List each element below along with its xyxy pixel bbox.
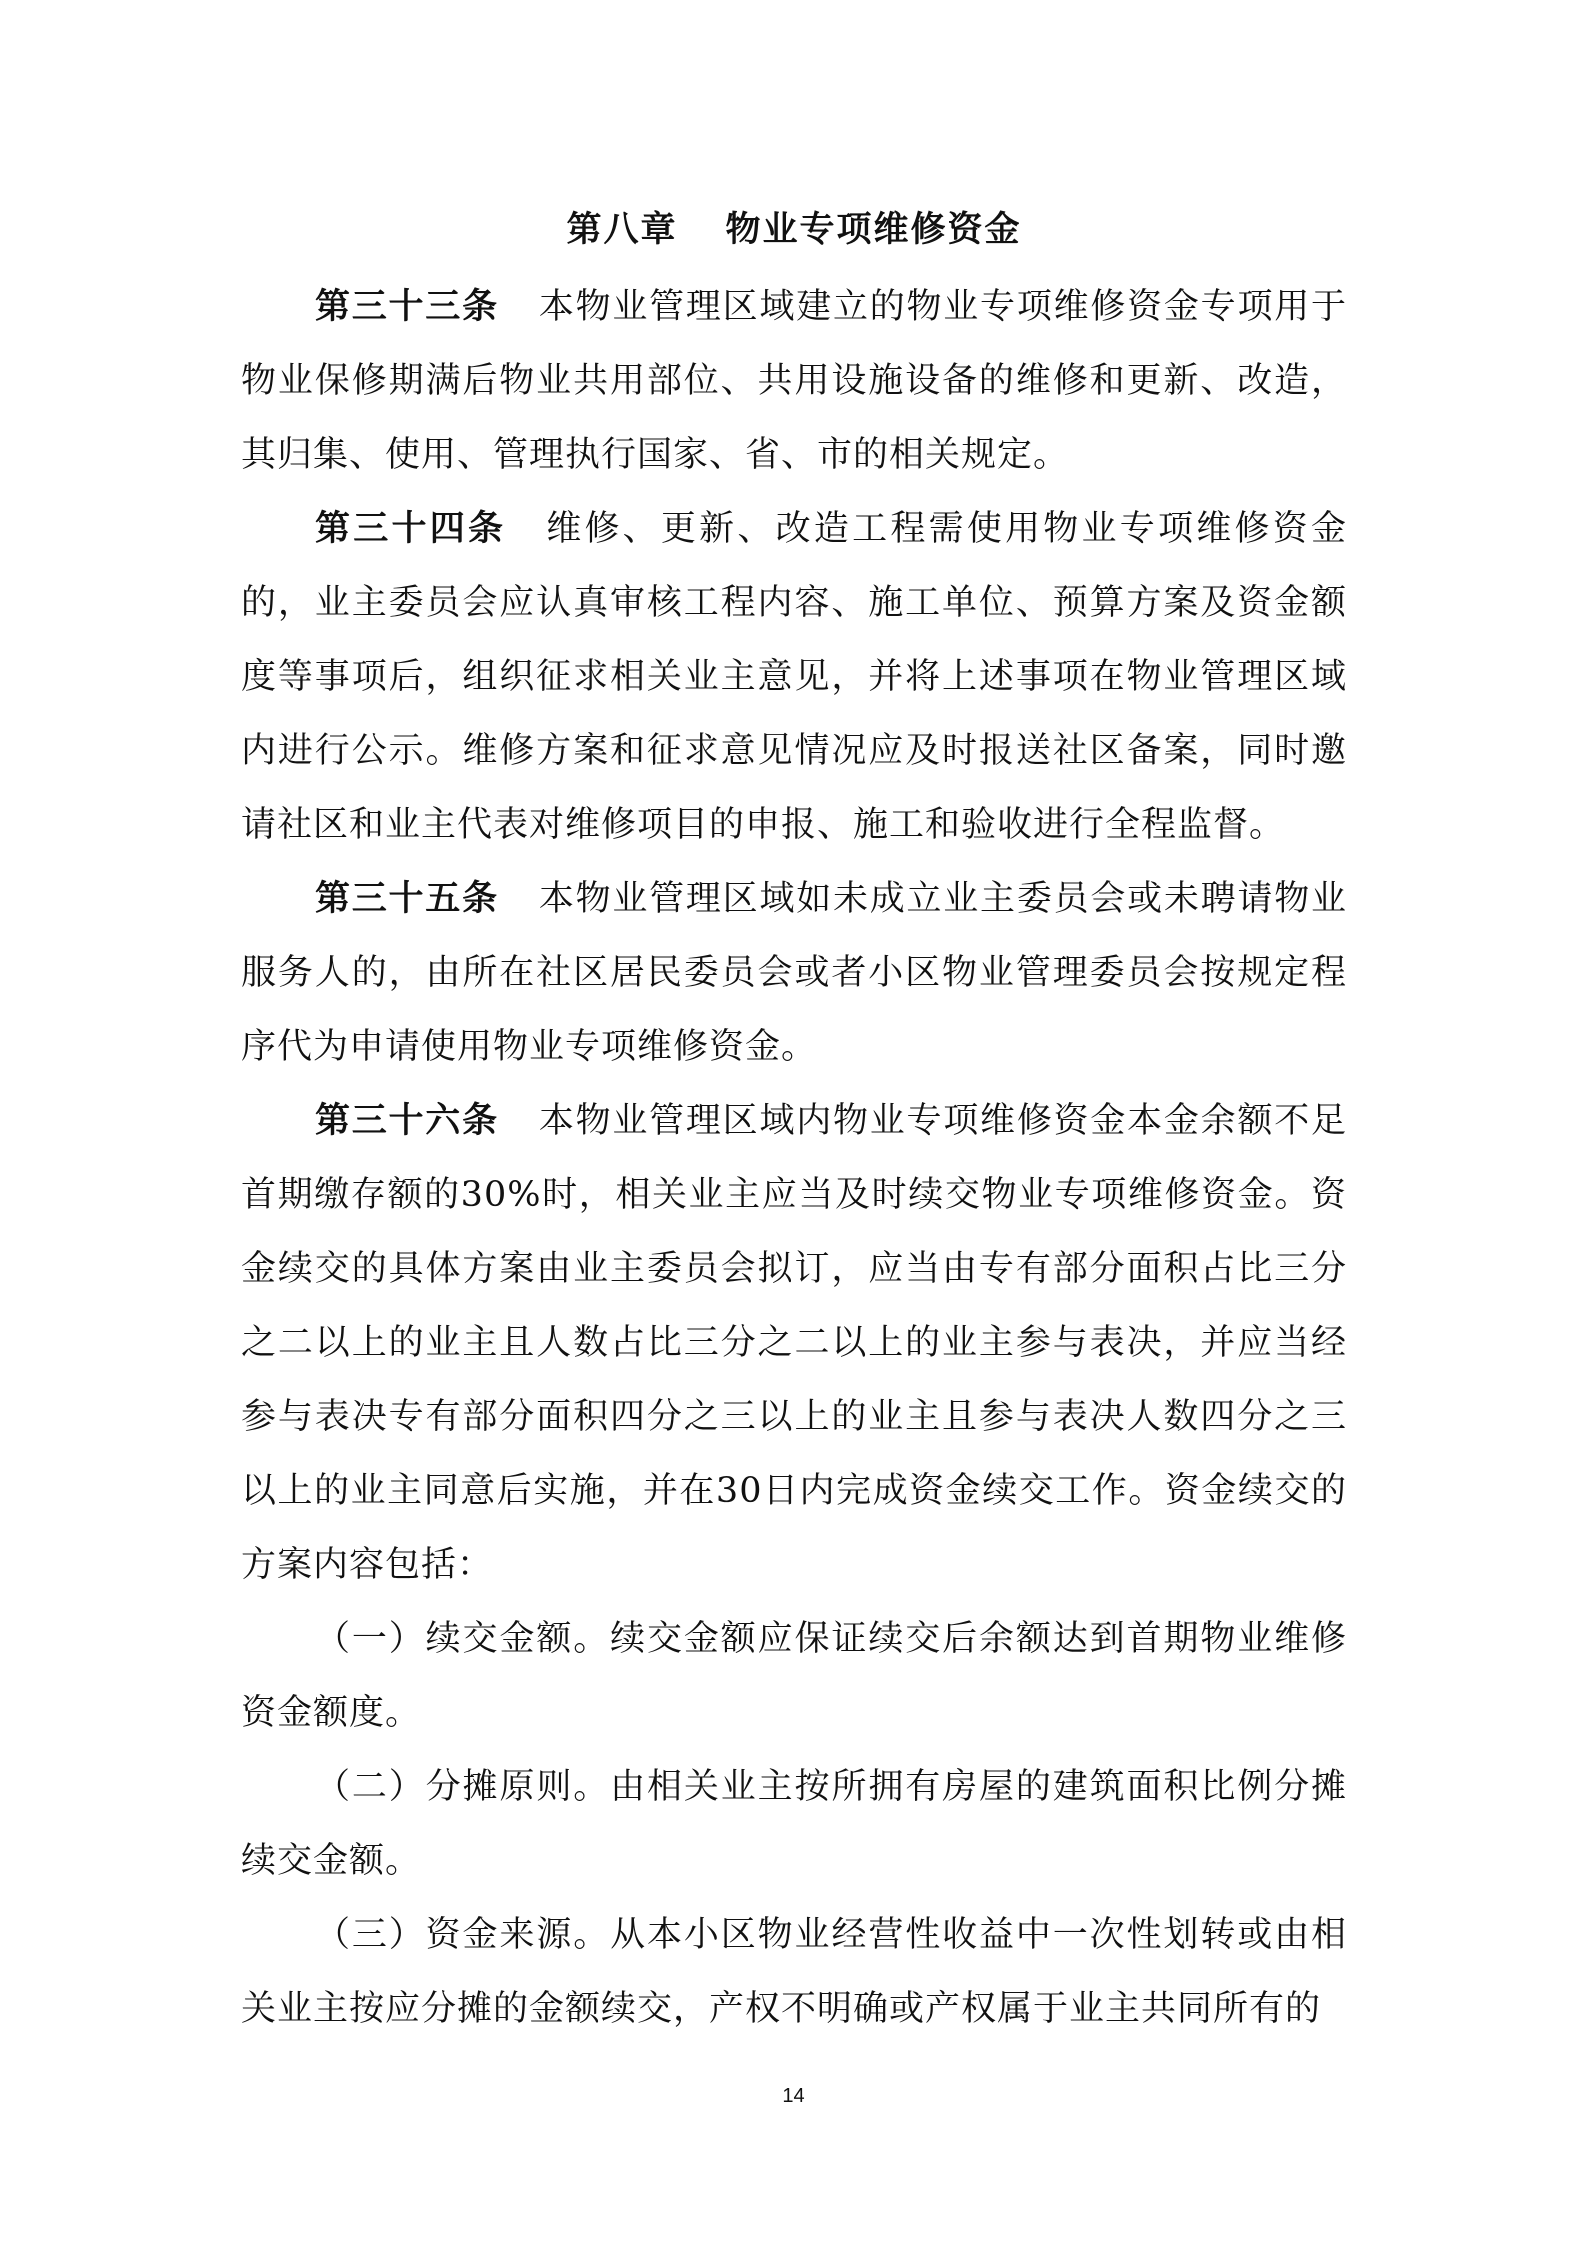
- list-item-fund-source: [241, 1898, 1347, 2046]
- article-text: 本物业管理区域如未成立业主委员会或未聘请物业服务人的，由所在社区居民委员会或者小区物业管理委员会按规定程序代为申请使用物业专项维修资金。: [241, 879, 1347, 1067]
- article-number: 第三十五条: [315, 878, 499, 919]
- article-number: 第三十三条: [315, 286, 499, 327]
- article-number: 第三十六条: [315, 1100, 499, 1141]
- article-34: [241, 492, 1347, 862]
- article-33: [241, 270, 1347, 492]
- list-item-text: （三）资金来源。从本小区物业经营性收益中一次性划转或由相关业主按应分摊的金额续交，产权不明确或产权属于业主共同所有的: [241, 1915, 1347, 2029]
- article-text: 维修、更新、改造工程需使用物业专项维修资金的，业主委员会应认真审核工程内容、施工单位、预算方案及资金额度等事项后，组织征求相关业主意见，并将上述事项在物业管理区域内进行公示。维修方案和征求意见情况应及时报送社区备案，同时邀请社区和业主代表对维修项目的申报、施工和验收进行全程监督。: [241, 509, 1347, 845]
- article-number: 第三十四条: [315, 508, 507, 549]
- chapter-number: 第八章: [566, 209, 678, 250]
- chapter-heading: [241, 190, 1347, 270]
- page-body: [241, 190, 1347, 2046]
- chapter-title: 物业专项维修资金: [725, 209, 1022, 250]
- article-35: [241, 862, 1347, 1084]
- page-number: 14: [782, 2085, 805, 2107]
- list-item-renewal-amount: [241, 1602, 1347, 1750]
- article-text: 本物业管理区域建立的物业专项维修资金专项用于物业保修期满后物业共用部位、共用设施设备的维修和更新、改造，其归集、使用、管理执行国家、省、市的相关规定。: [241, 287, 1347, 475]
- list-item-text: （二）分摊原则。由相关业主按所拥有房屋的建筑面积比例分摊续交金额。: [241, 1767, 1347, 1881]
- article-text: 本物业管理区域内物业专项维修资金本金余额不足首期缴存额的30%时，相关业主应当及时续交物业专项维修资金。资金续交的具体方案由业主委员会拟订，应当由专有部分面积占比三分之二以上的业主且人数占比三分之二以上的业主参与表决，并应当经参与表决专有部分面积四分之三以上的业主且参与表决人数四分之三以上的业主同意后实施，并在30日内完成资金续交工作。资金续交的方案内容包括：: [241, 1101, 1347, 1585]
- article-36: [241, 1084, 1347, 1602]
- list-item-text: （一）续交金额。续交金额应保证续交后余额达到首期物业维修资金额度。: [241, 1619, 1347, 1733]
- list-item-allocation-principle: [241, 1750, 1347, 1898]
